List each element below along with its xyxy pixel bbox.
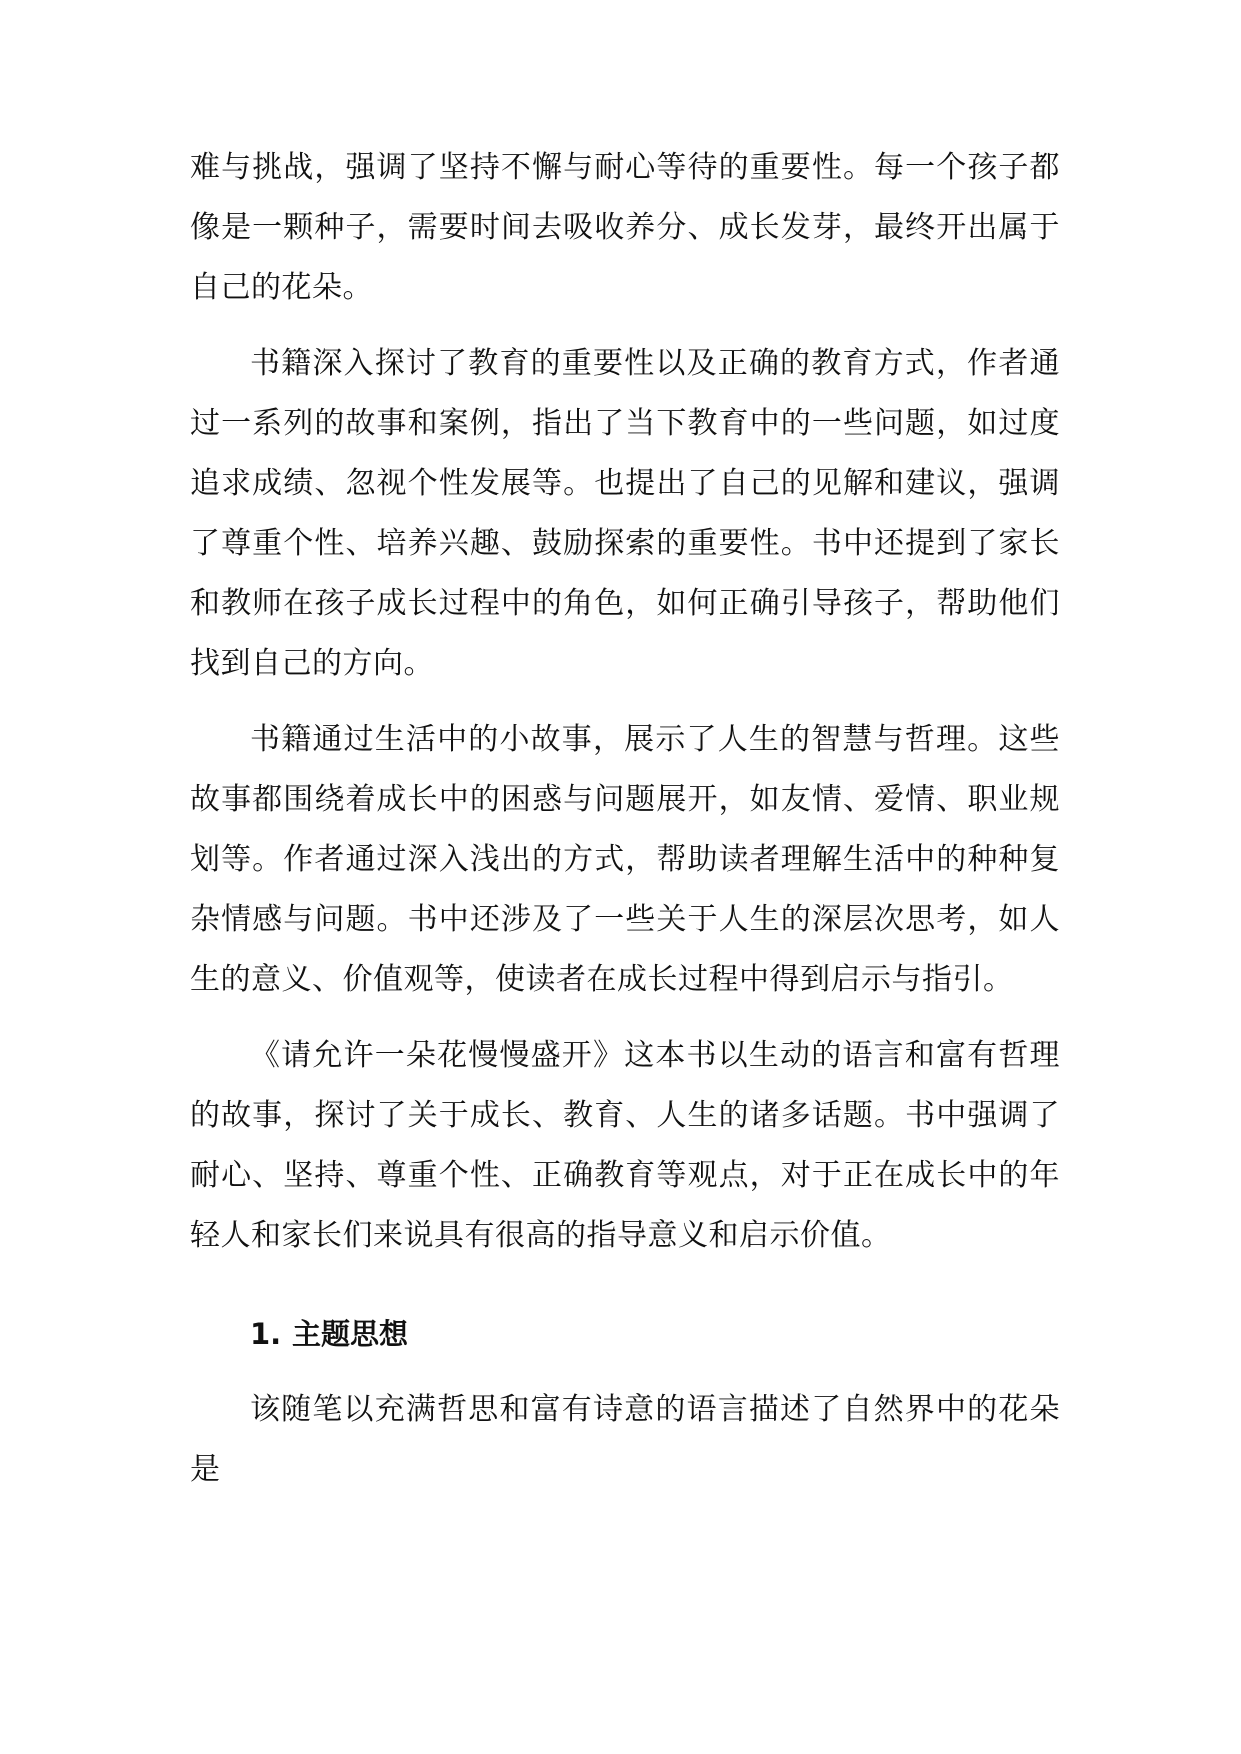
paragraph-education: 书籍深入探讨了教育的重要性以及正确的教育方式，作者通过一系列的故事和案例，指出了当下教育中的一些问题，如过度追求成绩、忽视个性发展等。也提出了自己的见解和建议，强调了尊重个性、培养兴趣、鼓励探索的重要性。书中还提到了家长和教师在孩子成长过程中的角色，如何正确引导孩子，帮助他们找到自己的方向。 (190, 346, 1060, 681)
paragraph-theme: 该随笔以充满哲思和富有诗意的语言描述了自然界中的花朵是 (190, 1392, 1060, 1487)
paragraph-life-stories: 书籍通过生活中的小故事，展示了人生的智慧与哲理。这些故事都围绕着成长中的困惑与问题展开，如友情、爱情、职业规划等。作者通过深入浅出的方式，帮助读者理解生活中的种种复杂情感与问题。书中还涉及了一些关于人生的深层次思考，如人生的意义、价值观等，使读者在成长过程中得到启示与指引。 (190, 722, 1060, 997)
document-body (190, 138, 1060, 1516)
section-heading (190, 1304, 1060, 1364)
paragraph-book-summary: 《请允许一朵花慢慢盛开》这本书以生动的语言和富有哲理的故事，探讨了关于成长、教育、人生的诸多话题。书中强调了耐心、坚持、尊重个性、正确教育等观点，对于正在成长中的年轻人和家长们来说具有很高的指导意义和启示价值。 (190, 1038, 1060, 1253)
section-title: 主题思想 (292, 1317, 409, 1351)
paragraph-continued: 难与挑战，强调了坚持不懈与耐心等待的重要性。每一个孩子都像是一颗种子，需要时间去吸收养分、成长发芽，最终开出属于自己的花朵。 (190, 150, 1060, 305)
section-number: 1. (250, 1317, 282, 1351)
